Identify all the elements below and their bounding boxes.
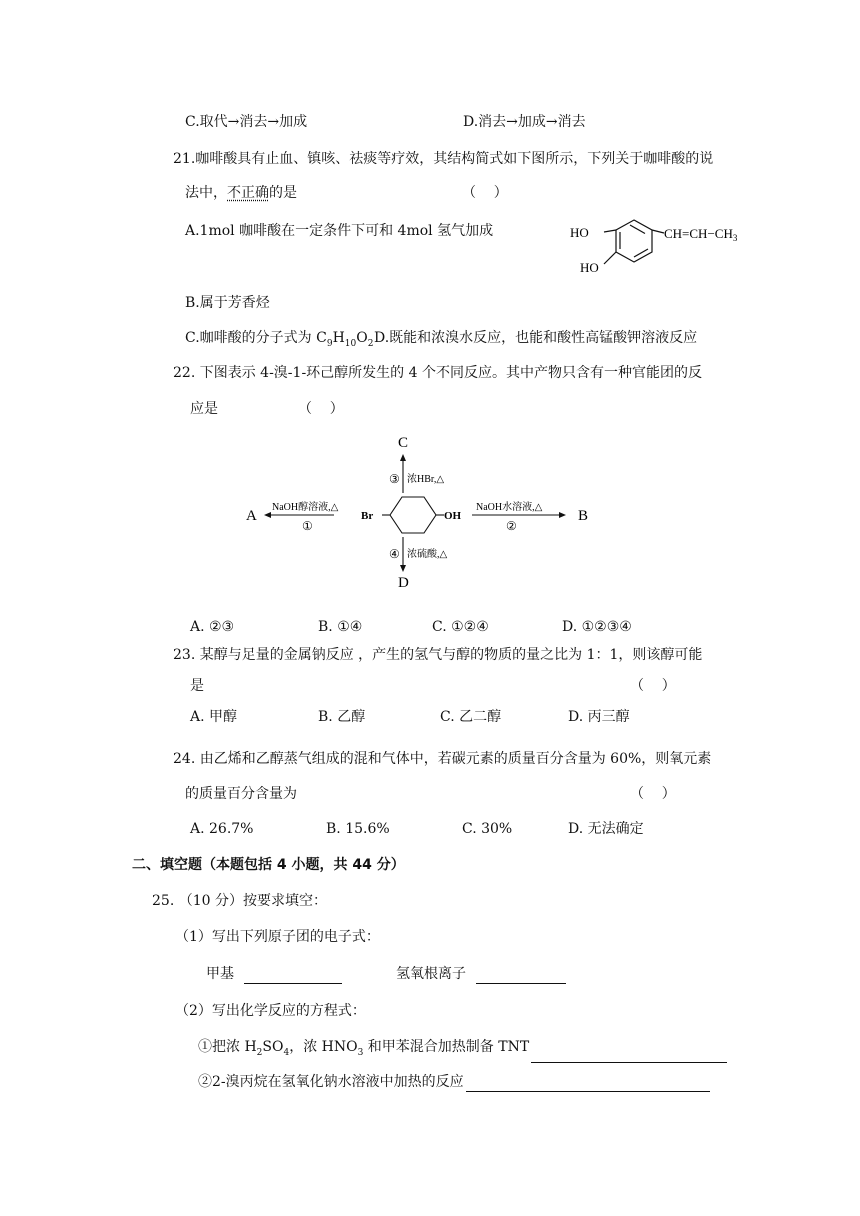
hydroxide-answer-blank[interactable] — [476, 969, 566, 984]
q21-opt-c-prefix: C.咖啡酸的分子式为 C — [185, 330, 327, 346]
q25-eq2-row — [198, 1072, 710, 1092]
q21-answer-paren[interactable]: （ ） — [462, 185, 508, 201]
reaction-3-condition: 浓HBr,△ — [407, 474, 445, 485]
q21-opt-c-sub2: 10 — [344, 338, 357, 349]
q24-answer-paren[interactable]: （ ） — [630, 786, 676, 802]
q20-option-c: C.取代→消去→加成 — [185, 114, 308, 130]
q23-option-d: D. 丙三醇 — [568, 709, 630, 725]
product-d: D — [398, 575, 409, 590]
q25-hydroxide-label: 氢氧根离子 — [396, 966, 466, 982]
q23-option-c: C. 乙二醇 — [440, 709, 502, 725]
q25-stem: 25. （10 分）按要求填空： — [152, 893, 327, 909]
bromo-label: Br — [361, 510, 374, 522]
reaction-2-number: ② — [506, 519, 517, 533]
q22-answer-paren[interactable]: （ ） — [298, 401, 344, 417]
q21-opt-c-h: H — [332, 330, 345, 346]
q22-stem-line1: 22. 下图表示 4-溴-1-环己醇所发生的 4 个不同反应。其中产物只含有一种官能团的反 — [173, 365, 702, 381]
q22-stem-line2: 应是 — [190, 401, 218, 417]
q20-option-d: D.消去→加成→消去 — [463, 114, 586, 130]
reaction-1-number: ① — [302, 519, 313, 533]
product-c: C — [398, 435, 409, 451]
struct-ho-bottom: HO — [580, 260, 599, 275]
methyl-answer-blank[interactable] — [244, 969, 342, 984]
q21-opt-c-sub1: 9 — [326, 338, 333, 349]
q23-stem-line1: 23. 某醇与足量的金属钠反应 ，产生的氢气与醇的物质的量之比为 1：1，则该醇可能 — [173, 647, 703, 663]
q22-option-d: D. ①②③④ — [562, 619, 632, 635]
reaction-diagram — [240, 430, 620, 590]
eq1-sub-3: 3 — [357, 1047, 364, 1058]
q21-emphasis-not-correct: 不正确 — [227, 185, 269, 201]
q23-answer-paren[interactable]: （ ） — [630, 678, 676, 694]
eq1-text-d: 和甲苯混合加热制备 TNT — [363, 1039, 530, 1055]
reaction-1-condition: NaOH醇溶液,△ — [272, 502, 339, 513]
product-a: A — [246, 508, 257, 524]
q25-methyl-row — [206, 964, 342, 984]
q21-stem-part-a: 法中， — [185, 185, 227, 201]
q21-option-b: B.属于芳香烃 — [185, 295, 270, 311]
q21-stem-part-c: 的是 — [269, 185, 297, 201]
q25-hydroxide-row — [396, 964, 566, 984]
q22-option-c: C. ①②④ — [432, 619, 489, 635]
reaction-4-number: ④ — [389, 547, 400, 561]
q23-option-a: A. 甲醇 — [190, 709, 238, 725]
q23-stem-line2: 是 — [190, 678, 204, 694]
struct-chain-text: CH=CH−CH — [664, 226, 733, 241]
q24-option-b: B. 15.6% — [326, 821, 390, 837]
q21-stem-line2 — [185, 183, 297, 203]
q24-option-c: C. 30% — [462, 821, 513, 837]
eq1-sub-1: 2 — [256, 1047, 263, 1058]
q25-part1: （1）写出下列原子团的电子式： — [175, 929, 380, 945]
q21-opt-c-sub3: 2 — [367, 338, 374, 349]
reaction-4-condition: 浓硫酸,△ — [407, 549, 448, 560]
eq2-text: ②2-溴丙烷在氢氧化钠水溶液中加热的反应 — [198, 1074, 464, 1090]
reaction-3-number: ③ — [389, 472, 400, 486]
eq1-sub-2: 4 — [283, 1047, 290, 1058]
eq1-answer-blank[interactable] — [531, 1048, 727, 1063]
q21-option-c — [185, 328, 373, 354]
struct-side-chain — [664, 226, 738, 243]
eq2-answer-blank[interactable] — [466, 1077, 710, 1092]
reaction-2-condition: NaOH水溶液,△ — [476, 502, 543, 513]
q21-opt-c-o: O — [356, 330, 368, 346]
q21-option-d: D.既能和浓溴水反应，也能和酸性高锰酸钾溶液反应 — [374, 330, 698, 346]
struct-chain-subscript: 3 — [732, 233, 738, 243]
eq1-text-b: SO — [262, 1039, 284, 1055]
q23-option-b: B. 乙醇 — [318, 709, 366, 725]
caffeic-acid-structure — [560, 210, 760, 280]
q22-option-a: A. ②③ — [190, 619, 235, 635]
eq1-text-a: ①把浓 H — [198, 1039, 257, 1055]
q22-option-b: B. ①④ — [318, 619, 363, 635]
product-b: B — [578, 508, 589, 524]
q24-option-a: A. 26.7% — [190, 821, 254, 837]
struct-ho-top: HO — [570, 225, 589, 240]
section-2-title: 二、填空题（本题包括 4 小题，共 44 分） — [132, 857, 405, 873]
q21-option-a: A.1mol 咖啡酸在一定条件下可和 4mol 氢气加成 — [185, 223, 494, 239]
q24-stem-line2: 的质量百分含量为 — [185, 786, 297, 802]
q21-stem-line1: 21.咖啡酸具有止血、镇咳、祛痰等疗效，其结构简式如下图所示，下列关于咖啡酸的说 — [173, 151, 714, 167]
eq1-text-c: ，浓 HNO — [289, 1039, 358, 1055]
q25-methyl-label: 甲基 — [206, 966, 234, 982]
q24-stem-line1: 24. 由乙烯和乙醇蒸气组成的混和气体中，若碳元素的质量百分含量为 60%，则氧元素 — [173, 751, 712, 767]
q25-eq1-row — [198, 1037, 727, 1063]
q25-part2: （2）写出化学反应的方程式： — [175, 1003, 366, 1019]
q24-option-d: D. 无法确定 — [568, 821, 644, 837]
hydroxyl-label: OH — [444, 510, 462, 522]
